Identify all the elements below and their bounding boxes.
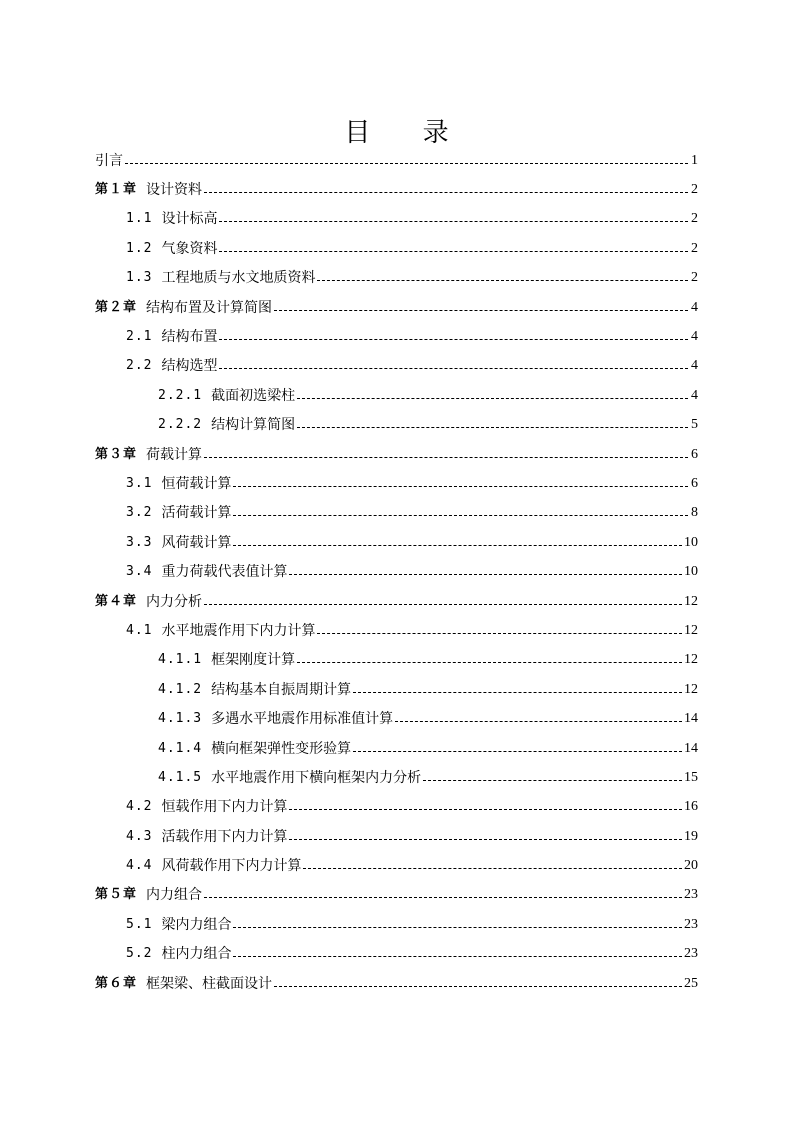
toc-dot-leader <box>317 632 682 634</box>
toc-page-number: 14 <box>684 711 698 727</box>
toc-section-entry[interactable] <box>95 822 698 851</box>
toc-entry-number: 3.2 <box>126 505 153 521</box>
toc-dot-leader <box>274 309 688 311</box>
toc-page-number: 2 <box>691 270 698 286</box>
toc-section-entry[interactable] <box>95 763 698 792</box>
toc-section-entry[interactable] <box>95 499 698 528</box>
toc-dot-leader <box>303 867 682 869</box>
toc-chapter-entry[interactable] <box>95 587 698 616</box>
toc-entry-title: 活荷载计算 <box>161 505 232 522</box>
toc-entry-number: 2.2 <box>126 358 153 374</box>
toc-entry-number: 3.1 <box>126 475 153 491</box>
toc-entry-title: 结构基本自振周期计算 <box>211 681 352 698</box>
toc-entry-title: 设计标高 <box>161 211 218 228</box>
toc-section-entry[interactable] <box>95 557 698 586</box>
toc-entry-number: 第２章 <box>95 299 138 315</box>
toc-dot-leader <box>233 955 682 957</box>
toc-chapter-entry[interactable] <box>95 293 698 322</box>
toc-entry-title: 工程地质与水文地质资料 <box>161 270 316 287</box>
toc-entry-number: 4.4 <box>126 858 153 874</box>
toc-section-entry[interactable] <box>95 734 698 763</box>
toc-entry-number: 4.2 <box>126 799 153 815</box>
toc-page-number: 4 <box>691 358 698 374</box>
toc-entry-number: 4.1 <box>126 622 153 638</box>
toc-section-entry[interactable] <box>95 910 698 939</box>
toc-dot-leader <box>233 485 688 487</box>
toc-page-number: 12 <box>684 652 698 668</box>
toc-entry-title: 水平地震作用下内力计算 <box>161 622 316 639</box>
toc-entry-number: 4.1.1 <box>158 652 203 668</box>
toc-chapter-entry[interactable] <box>95 881 698 910</box>
toc-entry-title: 结构选型 <box>161 358 218 375</box>
toc-entry-title: 框架梁、柱截面设计 <box>146 975 273 992</box>
toc-section-entry[interactable] <box>95 704 698 733</box>
toc-page-number: 6 <box>691 446 698 462</box>
toc-dot-leader <box>297 397 688 399</box>
toc-entry-title: 荷载计算 <box>146 446 203 463</box>
toc-dot-leader <box>204 456 688 458</box>
toc-dot-leader <box>395 720 682 722</box>
toc-page-number: 2 <box>691 240 698 256</box>
toc-section-entry[interactable] <box>95 205 698 234</box>
toc-entry-number: 3.3 <box>126 534 153 550</box>
toc-dot-leader <box>219 338 688 340</box>
toc-entry-number: 第１章 <box>95 182 138 198</box>
toc-dot-leader <box>233 544 682 546</box>
toc-entry-title: 内力组合 <box>146 887 203 904</box>
toc-entry-number: 第３章 <box>95 446 138 462</box>
toc-page-number: 14 <box>684 740 698 756</box>
toc-dot-leader <box>219 220 688 222</box>
toc-page-number: 16 <box>684 799 698 815</box>
toc-page-number: 23 <box>684 887 698 903</box>
toc-entry-title: 风荷载计算 <box>161 534 232 551</box>
toc-entry-number: 2.1 <box>126 329 153 345</box>
toc-page-number: 19 <box>684 828 698 844</box>
toc-page-number: 8 <box>691 505 698 521</box>
toc-chapter-entry[interactable] <box>95 175 698 204</box>
toc-entry-title: 截面初选梁柱 <box>211 387 296 404</box>
toc-section-entry[interactable] <box>95 793 698 822</box>
toc-section-entry[interactable] <box>95 675 698 704</box>
toc-entry-title: 框架刚度计算 <box>211 652 296 669</box>
toc-entry-number: 1.1 <box>126 211 153 227</box>
toc-dot-leader <box>204 191 688 193</box>
toc-entry-title: 水平地震作用下横向框架内力分析 <box>211 769 422 786</box>
toc-dot-leader <box>297 661 682 663</box>
toc-dot-leader <box>423 779 682 781</box>
toc-entry-title: 活载作用下内力计算 <box>161 828 288 845</box>
toc-entry-number: 1.3 <box>126 270 153 286</box>
toc-page-number: 12 <box>684 681 698 697</box>
toc-page-number: 4 <box>691 329 698 345</box>
toc-section-entry[interactable] <box>95 646 698 675</box>
toc-section-entry[interactable] <box>95 264 698 293</box>
toc-dot-leader <box>289 573 682 575</box>
toc-dot-leader <box>353 691 682 693</box>
toc-dot-leader <box>219 367 688 369</box>
toc-page-number: 5 <box>691 417 698 433</box>
toc-entry-title: 恒荷载计算 <box>161 475 232 492</box>
toc-entry-number: 2.2.1 <box>158 387 203 403</box>
toc-dot-leader <box>219 250 688 252</box>
toc-dot-leader <box>204 603 682 605</box>
toc-chapter-entry[interactable] <box>95 969 698 998</box>
toc-entry[interactable] <box>95 146 698 175</box>
toc-page-number: 23 <box>684 916 698 932</box>
toc-page-number: 1 <box>691 152 698 168</box>
toc-entry-title: 结构布置 <box>161 329 218 346</box>
toc-entry-title: 多遇水平地震作用标准值计算 <box>211 711 394 728</box>
toc-dot-leader <box>274 985 682 987</box>
toc-page-number: 10 <box>684 534 698 550</box>
toc-section-entry[interactable] <box>95 528 698 557</box>
toc-section-entry[interactable] <box>95 469 698 498</box>
toc-entry-title: 结构计算简图 <box>211 417 296 434</box>
toc-page-number: 15 <box>684 769 698 785</box>
toc-section-entry[interactable] <box>95 411 698 440</box>
toc-dot-leader <box>289 838 682 840</box>
toc-dot-leader <box>204 896 682 898</box>
toc-section-entry[interactable] <box>95 352 698 381</box>
toc-page-number: 10 <box>684 564 698 580</box>
toc-entry-title: 横向框架弹性变形验算 <box>211 740 352 757</box>
toc-entry-title: 恒载作用下内力计算 <box>161 799 288 816</box>
toc-dot-leader <box>317 279 688 281</box>
toc-entry-number: 3.4 <box>126 564 153 580</box>
toc-entry-title: 梁内力组合 <box>161 916 232 933</box>
toc-entry-number: 1.2 <box>126 240 153 256</box>
toc-entry-number: 4.1.4 <box>158 740 203 756</box>
toc-entry-title: 内力分析 <box>146 593 203 610</box>
toc-chapter-entry[interactable] <box>95 440 698 469</box>
toc-page-number: 12 <box>684 622 698 638</box>
toc-section-entry[interactable] <box>95 322 698 351</box>
toc-dot-leader <box>125 162 688 164</box>
toc-entry-title: 柱内力组合 <box>161 946 232 963</box>
toc-entry-number: 2.2.2 <box>158 417 203 433</box>
toc-dot-leader <box>353 750 682 752</box>
toc-entry-title: 结构布置及计算简图 <box>146 299 273 316</box>
toc-section-entry[interactable] <box>95 616 698 645</box>
toc-entry-number: 4.3 <box>126 828 153 844</box>
page-title: 目 录 <box>344 118 471 148</box>
toc-dot-leader <box>289 808 682 810</box>
toc-entry-title: 重力荷载代表值计算 <box>161 564 288 581</box>
toc-section-entry[interactable] <box>95 234 698 263</box>
toc-page-number: 23 <box>684 946 698 962</box>
toc-entry-number: 4.1.2 <box>158 681 203 697</box>
toc-section-entry[interactable] <box>95 851 698 880</box>
toc-page-number: 12 <box>684 593 698 609</box>
toc-page-number: 6 <box>691 475 698 491</box>
toc-entry-title: 引言 <box>95 152 123 169</box>
toc-dot-leader <box>233 926 682 928</box>
toc-entry-number: 第５章 <box>95 887 138 903</box>
toc-entry-number: 第４章 <box>95 593 138 609</box>
toc-page-number: 4 <box>691 387 698 403</box>
toc-page-number: 2 <box>691 182 698 198</box>
table-of-contents <box>95 146 698 998</box>
toc-page-number: 4 <box>691 299 698 315</box>
toc-section-entry[interactable] <box>95 381 698 410</box>
toc-dot-leader <box>233 514 688 516</box>
toc-entry-title: 风荷载作用下内力计算 <box>161 858 302 875</box>
toc-page-number: 2 <box>691 211 698 227</box>
toc-page-number: 25 <box>684 975 698 991</box>
toc-entry-number: 第６章 <box>95 975 138 991</box>
toc-entry-number: 5.2 <box>126 946 153 962</box>
toc-entry-number: 4.1.5 <box>158 769 203 785</box>
toc-section-entry[interactable] <box>95 940 698 969</box>
toc-dot-leader <box>297 426 688 428</box>
toc-entry-number: 5.1 <box>126 916 153 932</box>
toc-page-number: 20 <box>684 858 698 874</box>
toc-entry-title: 设计资料 <box>146 182 203 199</box>
toc-entry-number: 4.1.3 <box>158 711 203 727</box>
toc-entry-title: 气象资料 <box>161 240 218 257</box>
